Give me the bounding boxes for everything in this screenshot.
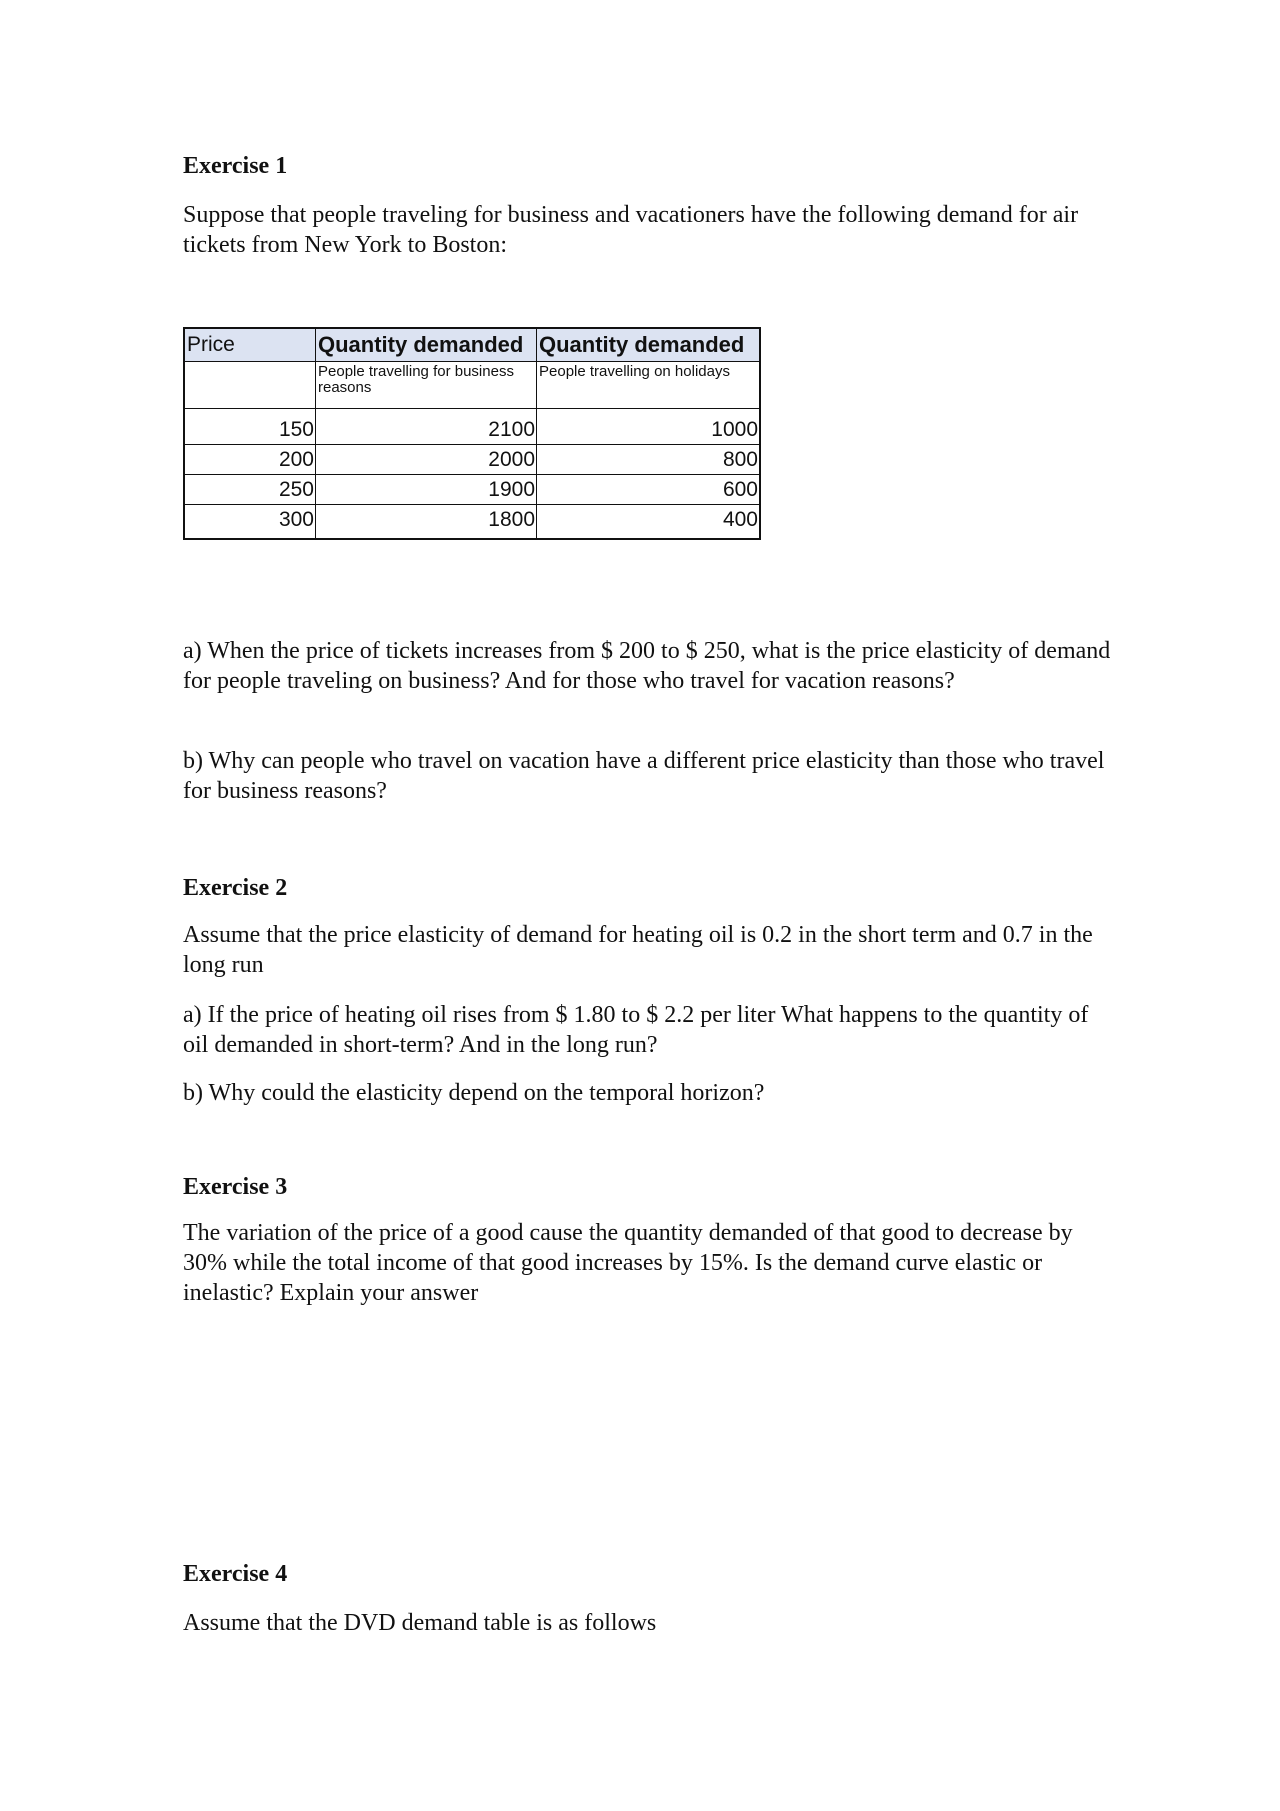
cell-holidays: 800 — [537, 445, 761, 475]
exercise-1-intro: Suppose that people traveling for business and vacationers have the following demand for air tickets from New York to Boston: — [183, 202, 1079, 258]
subheader-holidays: People travelling on holidays — [537, 362, 761, 409]
exercise-2-question-b: b) Why could the elasticity depend on the temporal horizon? — [183, 1080, 765, 1106]
exercise-4-text: Assume that the DVD demand table is as follows — [183, 1610, 657, 1636]
cell-price: 250 — [184, 475, 316, 505]
table-row — [184, 505, 760, 540]
header-quantity-business: Quantity demanded — [316, 328, 537, 362]
cell-business: 1900 — [316, 475, 537, 505]
table-row — [184, 409, 760, 445]
exercise-2-question-a: a) If the price of heating oil rises from $ 1.80 to $ 2.2 per liter What happens to the quantity of oil demanded in short-term? And in the long run? — [183, 1002, 1089, 1058]
subheader-price — [184, 362, 316, 409]
exercise-1-question-a: a) When the price of tickets increases from $ 200 to $ 250, what is the price elasticity of demand for people traveling on business? And for those who travel for vacation reasons? — [183, 638, 1111, 694]
table-subheader-row — [184, 362, 760, 409]
cell-price: 300 — [184, 505, 316, 540]
demand-table — [183, 327, 761, 540]
cell-business: 2000 — [316, 445, 537, 475]
cell-holidays: 400 — [537, 505, 761, 540]
cell-price: 150 — [184, 409, 316, 445]
header-quantity-holidays: Quantity demanded — [537, 328, 761, 362]
cell-holidays: 600 — [537, 475, 761, 505]
subheader-business: People travelling for business reasons — [316, 362, 537, 409]
cell-price: 200 — [184, 445, 316, 475]
exercise-1-question-b: b) Why can people who travel on vacation have a different price elasticity than those who travel for business reasons? — [183, 748, 1105, 804]
exercise-1-title: Exercise 1 — [183, 153, 288, 179]
cell-business: 2100 — [316, 409, 537, 445]
exercise-3-text: The variation of the price of a good cause the quantity demanded of that good to decrease by 30% while the total income of that good increases by 15%. Is the demand curve elastic or inelastic? Explain your answer — [183, 1220, 1073, 1306]
table-row — [184, 475, 760, 505]
exercise-3-title: Exercise 3 — [183, 1174, 288, 1200]
table-row — [184, 445, 760, 475]
cell-business: 1800 — [316, 505, 537, 540]
exercise-4-title: Exercise 4 — [183, 1561, 288, 1587]
exercise-2-title: Exercise 2 — [183, 875, 288, 901]
exercise-2-intro: Assume that the price elasticity of demand for heating oil is 0.2 in the short term and 0.7 in the long run — [183, 922, 1093, 978]
cell-holidays: 1000 — [537, 409, 761, 445]
table-header-row — [184, 328, 760, 362]
header-price: Price — [184, 328, 316, 362]
